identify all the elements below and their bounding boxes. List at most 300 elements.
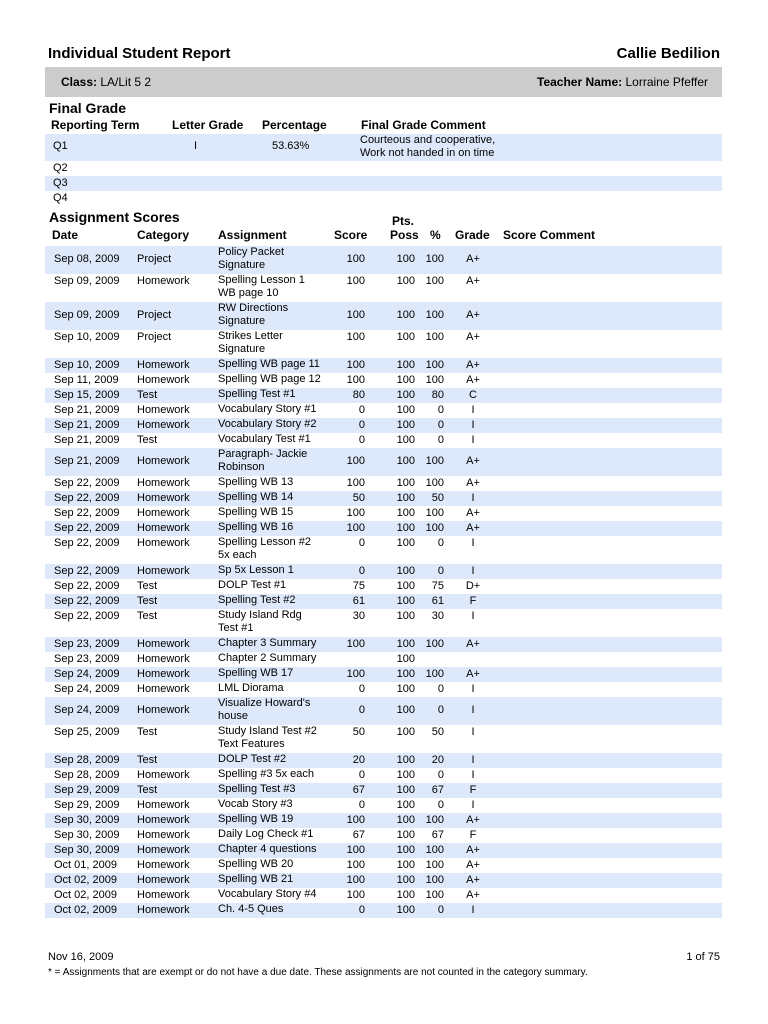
letter-grade-cell: I	[194, 140, 198, 152]
date-cell: Sep 08, 2009	[54, 253, 120, 265]
assignment-cell	[218, 579, 330, 592]
assignment-cell	[218, 521, 330, 534]
grade-value: A+	[466, 309, 480, 321]
points-possible-cell: 100	[396, 522, 415, 534]
category-cell: Homework	[137, 814, 190, 826]
score-cell: 50	[352, 492, 365, 504]
grade-value: A+	[466, 359, 480, 371]
assignment-line: house	[218, 710, 248, 722]
assignment-line: 5x each	[218, 549, 257, 561]
assignment-cell	[218, 448, 330, 474]
grade-value: C	[469, 389, 477, 401]
date-cell: Sep 21, 2009	[54, 404, 120, 416]
assignment-line: Text Features	[218, 738, 285, 750]
category-cell: Homework	[137, 492, 190, 504]
assignment-line: Policy Packet	[218, 246, 285, 258]
final-grade-title: Final Grade	[49, 100, 127, 116]
assignment-line: RW Directions	[218, 302, 289, 314]
points-possible-cell: 100	[396, 784, 415, 796]
category-cell: Homework	[137, 844, 190, 856]
assignment-cell	[218, 536, 330, 562]
assignment-cell	[218, 274, 330, 300]
percent-cell: 0	[437, 769, 444, 781]
points-possible-cell: 100	[396, 434, 415, 446]
category-cell: Homework	[137, 889, 190, 901]
date-cell: Sep 22, 2009	[54, 477, 120, 489]
grade-value: A+	[466, 814, 480, 826]
percent-cell: 30	[431, 610, 444, 622]
score-cell: 0	[358, 904, 365, 916]
score-cell: 100	[346, 374, 365, 386]
table-row	[45, 725, 722, 753]
date-cell: Sep 24, 2009	[54, 683, 120, 695]
score-cell: 100	[346, 253, 365, 265]
assignment-line: Paragraph- Jackie	[218, 448, 308, 460]
score-cell: 67	[352, 784, 365, 796]
percent-cell: 100	[425, 638, 444, 650]
points-possible-cell: 100	[396, 904, 415, 916]
percent-cell: 100	[425, 668, 444, 680]
assignment-line: Ch. 4-5 Ques	[218, 903, 284, 915]
percent-cell: 67	[431, 784, 444, 796]
score-cell: 100	[346, 309, 365, 321]
percent-cell: 100	[425, 889, 444, 901]
final-grade-row	[45, 161, 722, 176]
category-cell: Homework	[137, 799, 190, 811]
assignment-cell	[218, 903, 330, 916]
points-possible-cell: 100	[396, 889, 415, 901]
grade-value: A+	[466, 455, 480, 467]
percent-cell: 100	[425, 374, 444, 386]
assignment-line: Spelling WB 19	[218, 813, 294, 825]
date-cell: Sep 29, 2009	[54, 799, 120, 811]
assignment-line: Spelling WB 20	[218, 858, 294, 870]
grade-value: A+	[466, 374, 480, 386]
table-row	[45, 753, 722, 768]
date-cell: Sep 24, 2009	[54, 704, 120, 716]
date-cell: Sep 22, 2009	[54, 580, 120, 592]
points-possible-cell: 100	[396, 309, 415, 321]
score-cell: 80	[352, 389, 365, 401]
assignment-cell	[218, 418, 330, 431]
assignment-cell	[218, 828, 330, 841]
table-row	[45, 903, 722, 918]
grade-value: A+	[466, 522, 480, 534]
percent-cell: 0	[437, 799, 444, 811]
page-number: 1 of 75	[686, 951, 720, 963]
footer-date: Nov 16, 2009	[48, 951, 114, 963]
score-cell: 100	[346, 522, 365, 534]
assignment-cell	[218, 506, 330, 519]
category-cell: Project	[137, 253, 172, 265]
assignment-line: Spelling WB page 12	[218, 373, 321, 385]
grade-value: I	[471, 565, 475, 577]
percent-cell: 0	[437, 419, 444, 431]
score-cell: 0	[358, 404, 365, 416]
category-cell: Homework	[137, 404, 190, 416]
class-info	[61, 75, 151, 89]
assignment-line: Spelling WB 13	[218, 476, 294, 488]
table-row	[45, 506, 722, 521]
points-possible-cell: 100	[396, 874, 415, 886]
table-row	[45, 246, 722, 274]
category-cell: Homework	[137, 683, 190, 695]
score-cell: 0	[358, 769, 365, 781]
score-cell: 0	[358, 704, 365, 716]
date-cell: Sep 21, 2009	[54, 455, 120, 467]
points-possible-cell: 100	[396, 595, 415, 607]
points-possible-cell: 100	[396, 668, 415, 680]
points-possible-cell: 100	[396, 638, 415, 650]
class-value: LA/Lit 5 2	[100, 75, 152, 89]
assignment-line: Signature	[218, 343, 266, 355]
category-cell: Test	[137, 389, 158, 401]
assignment-cell	[218, 373, 330, 386]
date-cell: Sep 28, 2009	[54, 754, 120, 766]
percent-cell: 0	[437, 704, 444, 716]
date-cell: Sep 22, 2009	[54, 595, 120, 607]
score-cell: 100	[346, 814, 365, 826]
footnote: * = Assignments that are exempt or do not have a due date. These assignments are not counted in the category summary.	[48, 967, 588, 978]
assignment-cell	[218, 667, 330, 680]
date-cell: Sep 29, 2009	[54, 784, 120, 796]
points-possible-cell: 100	[396, 507, 415, 519]
class-info-bar	[45, 67, 722, 97]
score-cell: 100	[346, 859, 365, 871]
assignment-cell	[218, 652, 330, 665]
table-row	[45, 373, 722, 388]
assignment-line: Spelling #3 5x each	[218, 768, 315, 780]
percent-cell: 75	[431, 580, 444, 592]
table-row	[45, 798, 722, 813]
percent-cell: 100	[425, 359, 444, 371]
category-cell: Test	[137, 726, 158, 738]
header-poss: Poss	[390, 228, 419, 242]
table-row	[45, 594, 722, 609]
table-row	[45, 536, 722, 564]
assignment-cell	[218, 813, 330, 826]
grade-value: I	[471, 769, 475, 781]
score-cell: 50	[352, 726, 365, 738]
assignment-line: Spelling Test #1	[218, 388, 296, 400]
table-row	[45, 579, 722, 594]
category-cell: Test	[137, 754, 158, 766]
final-grade-row	[45, 134, 722, 161]
teacher-info	[537, 75, 708, 89]
assignment-cell	[218, 302, 330, 328]
assignment-cell	[218, 609, 330, 635]
assignment-cell	[218, 783, 330, 796]
assignment-cell	[218, 843, 330, 856]
percent-cell: 100	[425, 859, 444, 871]
score-cell: 0	[358, 565, 365, 577]
category-cell: Homework	[137, 419, 190, 431]
category-cell: Test	[137, 595, 158, 607]
points-possible-cell: 100	[396, 829, 415, 841]
assignment-cell	[218, 358, 330, 371]
category-cell: Homework	[137, 537, 190, 549]
grade-value: I	[471, 492, 475, 504]
date-cell: Sep 30, 2009	[54, 814, 120, 826]
assignment-line: Robinson	[218, 461, 265, 473]
assignment-line: Spelling WB 15	[218, 506, 294, 518]
points-possible-cell: 100	[396, 455, 415, 467]
header-category: Category	[137, 228, 190, 242]
grade-value: I	[471, 754, 475, 766]
comment-cell-line1: Courteous and cooperative,	[360, 134, 496, 146]
assignment-cell	[218, 403, 330, 416]
score-cell: 100	[346, 844, 365, 856]
table-row	[45, 448, 722, 476]
table-row	[45, 302, 722, 330]
points-possible-cell: 100	[396, 580, 415, 592]
grade-value: I	[471, 683, 475, 695]
percent-cell: 0	[437, 537, 444, 549]
assignment-cell	[218, 888, 330, 901]
percent-cell: 0	[437, 565, 444, 577]
comment-cell-line2: Work not handed in on time	[360, 147, 495, 159]
score-cell: 100	[346, 638, 365, 650]
category-cell: Homework	[137, 455, 190, 467]
percent-cell: 100	[425, 522, 444, 534]
score-cell: 0	[358, 799, 365, 811]
score-cell: 100	[346, 455, 365, 467]
date-cell: Sep 09, 2009	[54, 309, 120, 321]
score-cell: 100	[346, 331, 365, 343]
assignment-line: Test #1	[218, 622, 254, 634]
grade-value: I	[471, 610, 475, 622]
score-cell: 0	[358, 434, 365, 446]
table-row	[45, 813, 722, 828]
assignment-cell	[218, 637, 330, 650]
score-cell: 100	[346, 668, 365, 680]
assignment-line: Spelling Lesson #2	[218, 536, 311, 548]
report-header	[48, 45, 720, 65]
percent-cell: 100	[425, 874, 444, 886]
date-cell: Sep 22, 2009	[54, 507, 120, 519]
header-pts: Pts.	[392, 214, 415, 228]
table-row	[45, 403, 722, 418]
header-reporting-term: Reporting Term	[51, 118, 140, 132]
grade-value: A+	[466, 889, 480, 901]
date-cell: Sep 30, 2009	[54, 844, 120, 856]
teacher-value: Lorraine Pfeffer	[625, 75, 708, 89]
assignment-cell	[218, 330, 330, 356]
header-score: Score	[334, 228, 368, 242]
grade-value: I	[471, 434, 475, 446]
assignment-line: Vocabulary Test #1	[218, 433, 311, 445]
category-cell: Project	[137, 309, 172, 321]
assignment-cell	[218, 594, 330, 607]
percent-cell: 100	[425, 814, 444, 826]
percent-cell: 100	[425, 477, 444, 489]
table-row	[45, 843, 722, 858]
percent-cell: 0	[437, 683, 444, 695]
date-cell: Sep 15, 2009	[54, 389, 120, 401]
assignment-cell	[218, 753, 330, 766]
assignment-line: Spelling WB 16	[218, 521, 294, 533]
points-possible-cell: 100	[396, 769, 415, 781]
assignment-cell	[218, 491, 330, 504]
points-possible-cell: 100	[396, 754, 415, 766]
percent-cell: 0	[437, 904, 444, 916]
percentage-cell: 53.63%	[272, 140, 310, 152]
assignment-line: Strikes Letter	[218, 330, 283, 342]
score-cell: 0	[358, 537, 365, 549]
points-possible-cell: 100	[396, 844, 415, 856]
score-cell: 100	[346, 507, 365, 519]
final-grade-row	[45, 176, 722, 191]
header-final-grade-comment: Final Grade Comment	[361, 118, 486, 132]
points-possible-cell: 100	[396, 359, 415, 371]
grade-value: A+	[466, 331, 480, 343]
assignment-line: Vocab Story #3	[218, 798, 293, 810]
assignment-line: Chapter 3 Summary	[218, 637, 317, 649]
table-row	[45, 418, 722, 433]
points-possible-cell: 100	[396, 565, 415, 577]
category-cell: Homework	[137, 829, 190, 841]
assignment-line: Spelling WB 17	[218, 667, 294, 679]
category-cell: Homework	[137, 638, 190, 650]
date-cell: Oct 02, 2009	[54, 889, 117, 901]
header-percentage: Percentage	[262, 118, 327, 132]
points-possible-cell: 100	[396, 799, 415, 811]
header-date: Date	[52, 228, 79, 242]
grade-value: A+	[466, 275, 480, 287]
assignment-cell	[218, 246, 330, 272]
assignment-line: LML Diorama	[218, 682, 284, 694]
grade-value: D+	[465, 580, 481, 592]
grade-value: F	[469, 595, 477, 607]
score-cell: 75	[352, 580, 365, 592]
percent-cell: 20	[431, 754, 444, 766]
percent-cell: 100	[425, 309, 444, 321]
date-cell: Sep 24, 2009	[54, 668, 120, 680]
table-row	[45, 667, 722, 682]
score-cell: 20	[352, 754, 365, 766]
category-cell: Homework	[137, 477, 190, 489]
grade-value: I	[471, 726, 475, 738]
assignment-cell	[218, 873, 330, 886]
score-cell: 61	[352, 595, 365, 607]
assignment-cell	[218, 798, 330, 811]
assignment-line: WB page 10	[218, 287, 279, 299]
points-possible-cell: 100	[396, 653, 415, 665]
grade-value: I	[471, 419, 475, 431]
percent-cell: 50	[431, 726, 444, 738]
score-cell: 30	[352, 610, 365, 622]
grade-value: A+	[466, 638, 480, 650]
assignment-line: DOLP Test #1	[218, 579, 287, 591]
assignment-scores-title: Assignment Scores	[49, 209, 180, 225]
student-name: Callie Bedilion	[616, 45, 720, 62]
points-possible-cell: 100	[396, 726, 415, 738]
table-row	[45, 476, 722, 491]
table-row	[45, 274, 722, 302]
percent-cell: 100	[425, 844, 444, 856]
date-cell: Sep 22, 2009	[54, 492, 120, 504]
grade-value: A+	[466, 668, 480, 680]
points-possible-cell: 100	[396, 253, 415, 265]
score-cell: 0	[358, 419, 365, 431]
percent-cell: 67	[431, 829, 444, 841]
date-cell: Sep 30, 2009	[54, 829, 120, 841]
date-cell: Sep 22, 2009	[54, 565, 120, 577]
category-cell: Homework	[137, 769, 190, 781]
assignment-line: Spelling Test #2	[218, 594, 296, 606]
points-possible-cell: 100	[396, 814, 415, 826]
grade-value: A+	[466, 477, 480, 489]
assignment-line: Vocabulary Story #4	[218, 888, 317, 900]
date-cell: Sep 09, 2009	[54, 275, 120, 287]
assignment-line: DOLP Test #2	[218, 753, 287, 765]
assignment-line: Spelling Lesson 1	[218, 274, 305, 286]
table-row	[45, 888, 722, 903]
grade-value: F	[469, 829, 477, 841]
assignment-cell	[218, 725, 330, 751]
date-cell: Sep 22, 2009	[54, 537, 120, 549]
assignment-cell	[218, 682, 330, 695]
term-cell: Q2	[53, 162, 68, 174]
assignment-line: Study Island Rdg	[218, 609, 302, 621]
assignment-line: Study Island Test #2	[218, 725, 317, 737]
header-grade: Grade	[455, 228, 490, 242]
table-row	[45, 768, 722, 783]
header-score-comment: Score Comment	[503, 228, 596, 242]
assignment-line: Daily Log Check #1	[218, 828, 314, 840]
assignment-cell	[218, 388, 330, 401]
assignment-line: Sp 5x Lesson 1	[218, 564, 294, 576]
grade-value: A+	[466, 874, 480, 886]
table-row	[45, 783, 722, 798]
percent-cell: 100	[425, 331, 444, 343]
category-cell: Project	[137, 331, 172, 343]
assignment-cell	[218, 564, 330, 577]
category-cell: Homework	[137, 275, 190, 287]
date-cell: Sep 28, 2009	[54, 769, 120, 781]
date-cell: Sep 10, 2009	[54, 331, 120, 343]
table-row	[45, 564, 722, 579]
grade-value: A+	[466, 844, 480, 856]
percent-cell: 61	[431, 595, 444, 607]
category-cell: Test	[137, 434, 158, 446]
assignment-cell	[218, 476, 330, 489]
grade-value: I	[471, 704, 475, 716]
points-possible-cell: 100	[396, 374, 415, 386]
percent-cell: 80	[431, 389, 444, 401]
header-letter-grade: Letter Grade	[172, 118, 244, 132]
grade-value: A+	[466, 507, 480, 519]
category-cell: Test	[137, 784, 158, 796]
table-row	[45, 521, 722, 536]
date-cell: Sep 21, 2009	[54, 434, 120, 446]
percent-cell: 0	[437, 434, 444, 446]
date-cell: Sep 22, 2009	[54, 610, 120, 622]
percent-cell: 0	[437, 404, 444, 416]
term-cell: Q4	[53, 192, 68, 204]
score-cell: 100	[346, 477, 365, 489]
table-row	[45, 358, 722, 373]
grade-value: A+	[466, 859, 480, 871]
date-cell: Sep 11, 2009	[54, 374, 119, 386]
date-cell: Oct 02, 2009	[54, 874, 117, 886]
score-cell: 100	[346, 874, 365, 886]
assignment-line: Chapter 4 questions	[218, 843, 317, 855]
assignment-cell	[218, 858, 330, 871]
date-cell: Sep 23, 2009	[54, 653, 120, 665]
grade-value: I	[471, 799, 475, 811]
table-row	[45, 491, 722, 506]
